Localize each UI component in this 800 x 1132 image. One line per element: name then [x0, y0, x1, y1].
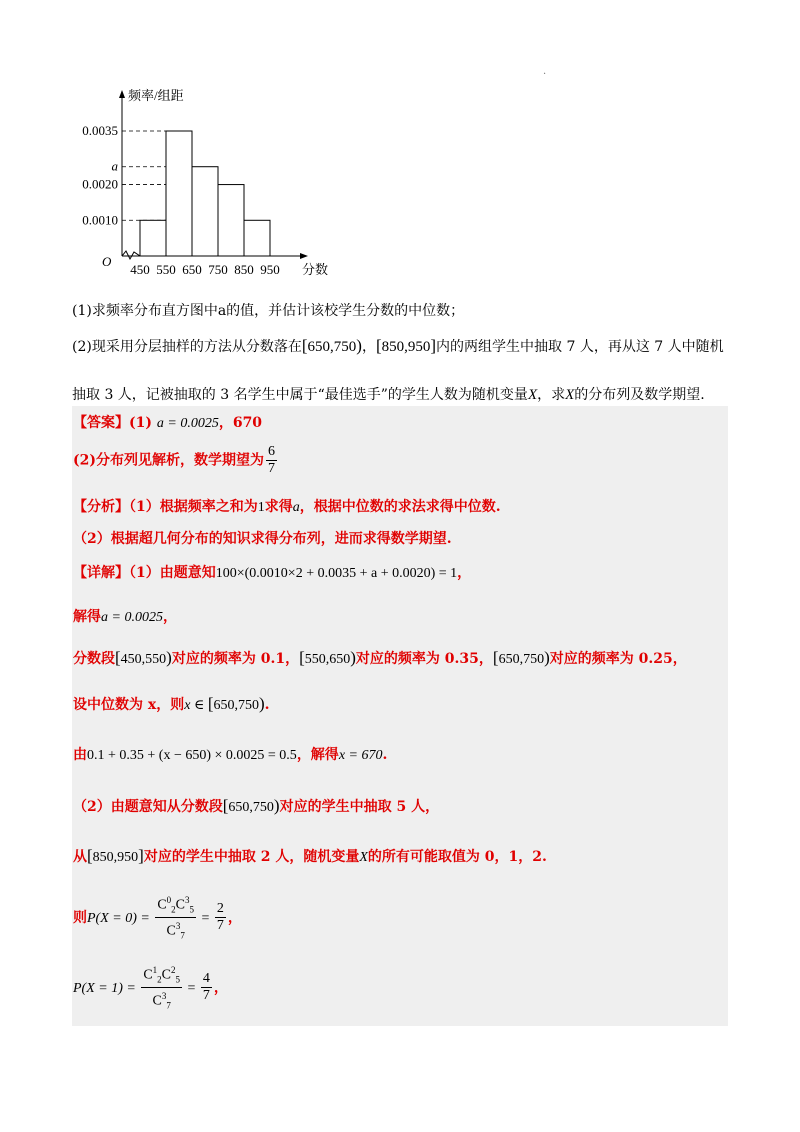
p-x-0-value: $\frac{2}{7}$ — [216, 901, 224, 934]
detail-line-1: 【详解】（1）由题意知100×(0.0010×2 + 0.0035 + a + 0.0020) = 1， — [73, 565, 472, 581]
histogram-bar — [244, 220, 270, 256]
x-tick-label: 450 — [130, 262, 150, 277]
histogram-bar — [166, 131, 192, 256]
question-2-line2: 抽取 3 人，记被抽取的 3 名学生中属于“最佳选手”的学生人数为随机变量X，求X的分布列及数学期望. — [72, 387, 705, 403]
expectation-fraction: $\frac{6}{7}$ — [268, 444, 275, 476]
p-x-1-label: P(X = 1) = — [73, 980, 140, 996]
origin-label: O — [102, 254, 112, 269]
p-x-1-combination: $\frac{C^1_2C^2_5}{C^3_7}$ — [141, 962, 182, 1014]
interval-850-950: 850,950 — [381, 339, 431, 355]
detail-line-9: P(X = 1) = $\frac{C^1_2C^2_5}{C^3_7}$ = $\frac{4}{7}$ ， — [73, 962, 228, 1014]
sum-equation: 100×(0.0010×2 + 0.0035 + a + 0.0020) = 1 — [215, 566, 458, 581]
y-axis-arrow — [119, 90, 125, 98]
histogram-bar — [192, 167, 218, 256]
histogram-bar — [218, 185, 244, 256]
x-tick-label: 850 — [234, 262, 254, 277]
x-axis-arrow — [300, 253, 308, 259]
answer-line-1: 【答案】(1) a = 0.0025，670 — [73, 415, 263, 431]
x-tick-label: 550 — [156, 262, 176, 277]
answer-a-value: a = 0.0025 — [156, 416, 219, 431]
detail-line-3: 分数段[450,550)对应的频率为 0.1，[550,650)对应的频率为 0.35，[650,750)对应的频率为 0.25， — [73, 648, 687, 667]
interval-650-750: 650,750 — [307, 339, 357, 355]
axis-break — [122, 251, 140, 259]
answer-line-2: (2)分布列见解析，数学期望为 $\frac{6}{7}$ — [73, 444, 275, 476]
y-tick-label: a — [111, 158, 118, 174]
question-1: (1)求频率分布直方图中a的值，并估计该校学生分数的中位数； — [72, 303, 465, 319]
y-tick-label: 0.0020 — [82, 176, 118, 192]
p-x-1-value: $\frac{4}{7}$ — [202, 971, 210, 1004]
detail-line-2: 解得a = 0.0025， — [73, 609, 177, 625]
detail-tag: 【详解】 — [73, 565, 129, 581]
answer-median: ，670 — [218, 415, 263, 431]
page-mark: . — [543, 66, 547, 77]
answer-tag: 【答案】 — [73, 415, 129, 431]
analysis-tag: 【分析】 — [73, 499, 129, 515]
detail-line-7: 从[850,950]对应的学生中抽取 2 人，随机变量X的所有可能取值为 0，1，2. — [73, 846, 547, 865]
analysis-line-2: （2）根据超几何分布的知识求得分布列，进而求得数学期望. — [73, 531, 452, 547]
median-equation: 0.1 + 0.35 + (x − 650) × 0.0025 = 0.5 — [87, 748, 297, 763]
question-2-text-a: (2)现采用分层抽样的方法从分数落在 — [72, 339, 302, 355]
y-tick-label: 0.0010 — [82, 212, 118, 228]
x-tick-label: 950 — [260, 262, 280, 277]
histogram-bar — [140, 220, 166, 256]
analysis-line-1: 【分析】（1）根据频率之和为1求得a，根据中位数的求法求得中位数. — [73, 499, 501, 515]
detail-line-4: 设中位数为 x，则x ∈ [650,750). — [73, 694, 270, 713]
x-axis-label: 分数 — [302, 262, 329, 277]
x-tick-label: 650 — [182, 262, 202, 277]
x-tick-label: 750 — [208, 262, 228, 277]
y-tick-label: 0.0035 — [82, 123, 118, 138]
question-2-text-b: 内的两组学生中抽取 7 人，再从这 7 人中随机 — [436, 339, 724, 355]
y-axis-label: 频率/组距 — [128, 88, 184, 103]
detail-line-5: 由0.1 + 0.35 + (x − 650) × 0.0025 = 0.5，解得x = 670. — [73, 747, 388, 763]
question-2-line1: (2)现采用分层抽样的方法从分数落在[650,750)，[850,950]内的两组学生中抽取 7 人，再从这 7 人中随机 — [72, 336, 724, 355]
p-x-0-label: P(X = 0) = — [87, 910, 154, 926]
detail-line-8: 则P(X = 0) = $\frac{C^0_2C^3_5}{C^3_7}$ = $\frac{2}{7}$ ， — [73, 892, 242, 944]
p-x-0-combination: $\frac{C^0_2C^3_5}{C^3_7}$ — [155, 892, 196, 944]
histogram-chart — [60, 84, 340, 284]
detail-line-6: （2）由题意知从分数段[650,750)对应的学生中抽取 5 人， — [73, 796, 440, 815]
